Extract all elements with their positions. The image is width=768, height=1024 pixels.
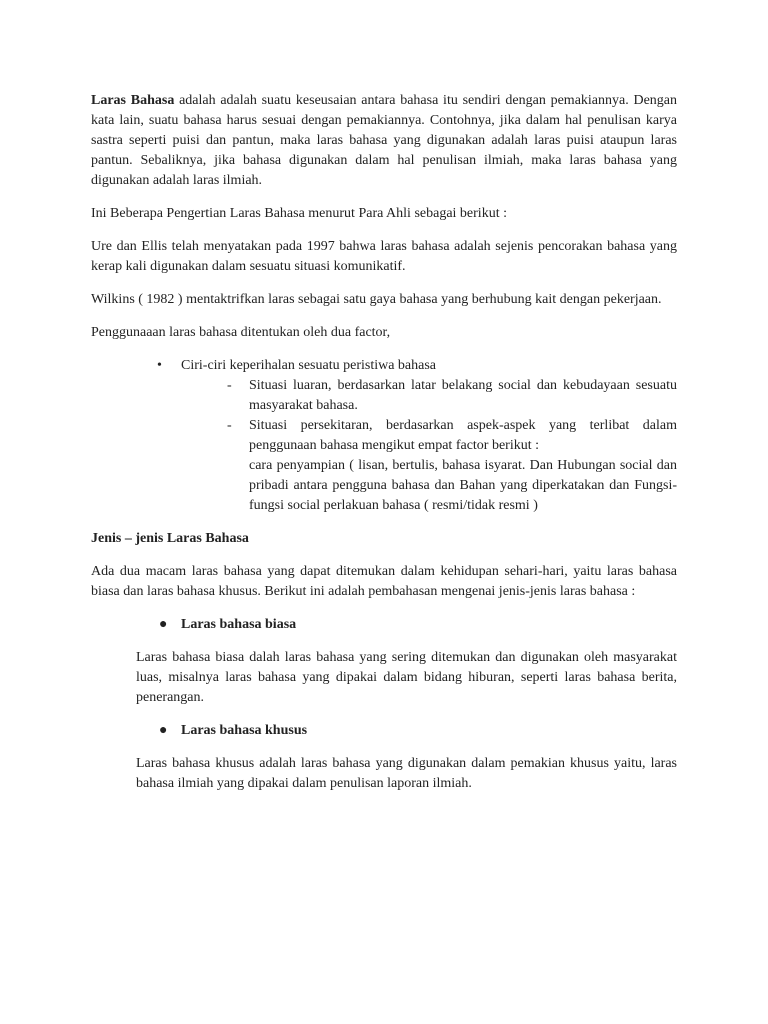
- factor-intro-paragraph: Penggunaaan laras bahasa ditentukan oleh dua factor,: [91, 325, 391, 340]
- factor-bullet-label: Ciri-ciri keperihalan sesuatu peristiwa bahasa: [181, 358, 437, 373]
- factor-bullet: [91, 356, 677, 376]
- dash-icon: -: [227, 418, 232, 433]
- jenis-heading: Jenis – jenis Laras Bahasa: [91, 531, 249, 546]
- type-khusus-bullet: [91, 721, 677, 741]
- intro-term: Laras Bahasa: [91, 93, 175, 108]
- bullet-icon: ●: [159, 723, 168, 738]
- type-title: Laras bahasa khusus: [181, 723, 308, 738]
- bullet-icon: ●: [159, 617, 168, 632]
- type-title: Laras bahasa biasa: [181, 617, 297, 632]
- intro-paragraph: [91, 91, 677, 191]
- factor-sublist: [91, 376, 677, 516]
- bullet-icon: •: [157, 358, 162, 373]
- ure-ellis-paragraph: Ure dan Ellis telah menyatakan pada 1997 bahwa laras bahasa adalah sejenis pencorakan bahasa yang kerap kali digunakan dalam sesuatu situasi komunikatif.: [91, 239, 677, 274]
- factor-subitem-1: [91, 376, 677, 416]
- wilkins-paragraph: Wilkins ( 1982 ) mentaktrifkan laras sebagai satu gaya bahasa yang berhubung kait dengan pekerjaan.: [91, 292, 662, 307]
- document-page: [91, 91, 677, 807]
- type-biasa-bullet: [91, 615, 677, 635]
- factor-continuation: cara penyampian ( lisan, bertulis, bahasa isyarat. Dan Hubungan social dan pribadi antara pengguna bahasa dan Bahan yang diperkatakan dan Fungsi-fungsi social perlakuan bahasa ( resmi/tidak resmi ): [249, 458, 677, 513]
- intro-text: adalah adalah suatu keseusaian antara bahasa itu sendiri dengan pemakiannya. Dengan kata lain, suatu bahasa harus sesuai dengan pemakiannya. Contohnya, jika dalam hal penulisan karya sastra seperti puisi dan pantun, maka laras bahasa yang digunakan adalah laras puisi ataupun laras pantun. Sebaliknya, jika bahasa digunakan dalam hal penulisan ilmiah, maka laras bahasa yang digunakan adalah laras ilmiah.: [91, 93, 678, 188]
- dash-icon: -: [227, 378, 232, 393]
- para-ahli-paragraph: Ini Beberapa Pengertian Laras Bahasa menurut Para Ahli sebagai berikut :: [91, 206, 507, 221]
- factor-subitem-2: [91, 416, 677, 456]
- factor-subitem-text: Situasi luaran, berdasarkan latar belakang social dan kebudayaan sesuatu masyarakat bahasa.: [249, 378, 677, 413]
- type-khusus-description: Laras bahasa khusus adalah laras bahasa yang digunakan dalam pemakian khusus yaitu, laras bahasa ilmiah yang dipakai dalam penulisan laporan ilmiah.: [136, 756, 677, 791]
- factor-subitem-text: Situasi persekitaran, berdasarkan aspek-aspek yang terlibat dalam penggunaan bahasa mengikut empat factor berikut :: [249, 418, 677, 453]
- jenis-intro-paragraph: Ada dua macam laras bahasa yang dapat ditemukan dalam kehidupan sehari-hari, yaitu laras bahasa biasa dan laras bahasa khusus. Berikut ini adalah pembahasan mengenai jenis-jenis laras bahasa :: [91, 564, 677, 599]
- type-biasa-description: Laras bahasa biasa dalah laras bahasa yang sering ditemukan dan digunakan oleh masyarakat luas, misalnya laras bahasa yang dipakai dalam bidang hiburan, seperti laras bahasa berita, penerangan.: [136, 650, 677, 705]
